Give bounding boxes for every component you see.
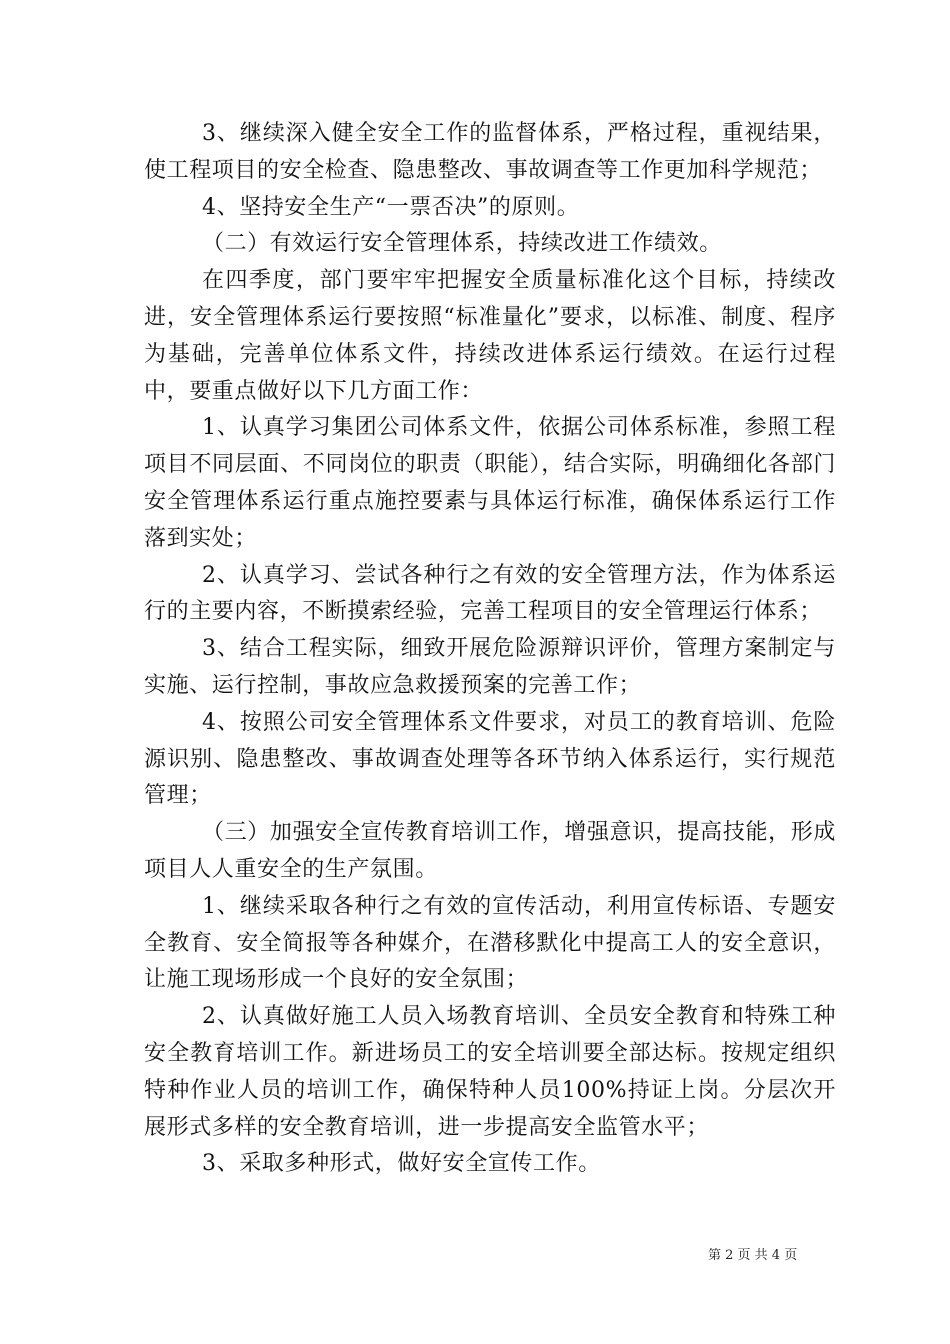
section-heading: （三）加强安全宣传教育培训工作，增强意识，提高技能，形成项目人人重安全的生产氛围。: [144, 820, 836, 882]
paragraph: 3、采取多种形式，做好安全宣传工作。: [202, 1151, 601, 1177]
paragraph: 4、坚持安全生产“一票否决”的原则。: [202, 194, 580, 220]
paragraph: 1、继续采取各种行之有效的宣传活动，利用宣传标语、专题安全教育、安全简报等各种媒介，在潜移默化中提高工人的安全意识，让施工现场形成一个良好的安全氛围；: [144, 893, 836, 993]
paragraph: 1、认真学习集团公司体系文件，依据公司体系标准，参照工程项目不同层面、不同岗位的职责（职能），结合实际，明确细化各部门安全管理体系运行重点施控要素与具体运行标准，确保体系运行工作落到实处；: [144, 415, 836, 551]
document-body: [144, 116, 836, 1183]
paragraph: 3、结合工程实际，细致开展危险源辩识评价，管理方案制定与实施、运行控制，事故应急救援预案的完善工作；: [144, 636, 836, 698]
paragraph: 2、认真学习、尝试各种行之有效的安全管理方法，作为体系运行的主要内容，不断摸索经验，完善工程项目的安全管理运行体系；: [144, 562, 836, 625]
paragraph: 在四季度，部门要牢牢把握安全质量标准化这个目标，持续改进，安全管理体系运行要按照“标准量化”要求，以标准、制度、程序为基础，完善单位体系文件，持续改进体系运行绩效。在运行过程中，要重点做好以下几方面工作：: [144, 268, 836, 404]
paragraph: 3、继续深入健全安全工作的监督体系，严格过程，重视结果，使工程项目的安全检查、隐患整改、事故调查等工作更加科学规范；: [144, 121, 836, 183]
paragraph: 2、认真做好施工人员入场教育培训、全员安全教育和特殊工种安全教育培训工作。新进场员工的安全培训要全部达标。按规定组织特种作业人员的培训工作，确保特种人员100%持证上岗。分层次开展形式多样的安全教育培训，进一步提高安全监管水平；: [144, 1004, 836, 1140]
section-heading: （二）有效运行安全管理体系，持续改进工作绩效。: [202, 231, 722, 257]
page-number-footer: 第 2 页 共 4 页: [708, 1248, 798, 1263]
paragraph: 4、按照公司安全管理体系文件要求，对员工的教育培训、危险源识别、隐患整改、事故调查处理等各环节纳入体系运行，实行规范管理；: [144, 709, 836, 809]
